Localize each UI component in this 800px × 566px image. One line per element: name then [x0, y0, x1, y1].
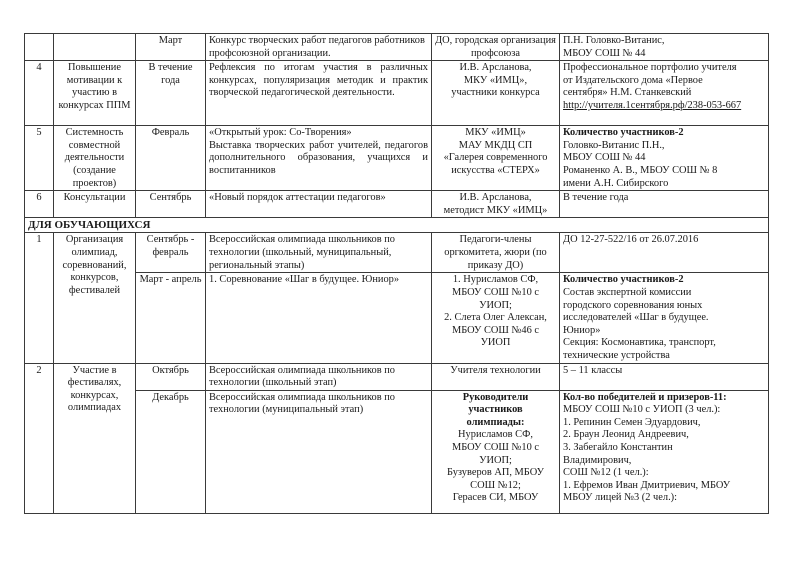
- responsible-line: МБОУ СОШ №46 с: [451, 324, 540, 336]
- period-cell: Сентябрь - февраль: [136, 233, 206, 273]
- responsible-line: СОШ №12;: [470, 479, 521, 491]
- result-line: Профессиональное портфолио учителя: [563, 62, 737, 74]
- result-line: П.Н. Головко-Витанис,: [563, 35, 665, 46]
- result-cell: [560, 273, 769, 363]
- responsible-heading: участников: [468, 404, 523, 416]
- result-cell: 5 – 11 классы: [560, 363, 769, 390]
- result-cell: [560, 126, 769, 191]
- period-cell: Октябрь: [136, 363, 206, 390]
- responsible-line: Герасев СИ, МБОУ: [452, 492, 539, 504]
- result-heading: Количество участников-2: [563, 127, 684, 139]
- result-line: 1. Репинин Семен Эдуардович,: [563, 416, 701, 428]
- responsible-heading: олимпиады:: [466, 416, 525, 428]
- responsible-cell: [432, 191, 560, 218]
- responsible-line: Бузуверов АП, МБОУ: [447, 467, 544, 479]
- table-row: [25, 126, 769, 191]
- table-subrow: [25, 273, 769, 363]
- result-line: технические устройства: [563, 349, 670, 361]
- event-title: «Открытый урок: Со-Творения»: [209, 127, 352, 139]
- result-line: 1. Ефремов Иван Дмитриевич, МБОУ: [563, 479, 731, 491]
- result-line: МБОУ СОШ №10 с УИОП (3 чел.):: [563, 404, 721, 416]
- result-line: от Издательского дома «Первое: [563, 74, 703, 86]
- row-number: 2: [25, 363, 54, 513]
- table-row: [25, 191, 769, 218]
- event-cell: [206, 126, 432, 191]
- result-cell: [560, 34, 769, 61]
- result-line: Романенко А. В., МБОУ СОШ № 8: [563, 164, 718, 176]
- period-cell: В течение года: [136, 61, 206, 126]
- responsible-line: МКУ «ИМЦ»,: [463, 74, 528, 86]
- row-number: 1: [25, 233, 54, 363]
- responsible-line: МАУ МКДЦ СП: [458, 139, 533, 151]
- result-line: городского соревнования юных: [563, 299, 703, 311]
- event-cell: Всероссийская олимпиада школьников по технологии (муниципальный этап): [206, 390, 432, 513]
- result-line: МБОУ СОШ № 44: [563, 47, 646, 59]
- result-line: СОШ №12 (1 чел.):: [563, 467, 649, 479]
- responsible-line: УИОП;: [479, 454, 512, 466]
- responsible-cell: Педагоги-члены оргкомитета, жюри (по приказу ДО): [432, 233, 560, 273]
- responsible-line: «Галерея современного: [443, 152, 548, 164]
- event-cell: 1. Соревнование «Шаг в будущее. Юниор»: [206, 273, 432, 363]
- responsible-line: И.В. Арсланова,: [459, 62, 532, 74]
- responsible-line: методист МКУ «ИМЦ»: [443, 204, 548, 216]
- responsible-line: 2. Слета Олег Алексан,: [444, 312, 547, 324]
- result-line: 3. Забегайло Константин: [563, 442, 673, 454]
- result-line: сентября» Н.М. Станкевский: [563, 87, 692, 99]
- table-subrow: [25, 390, 769, 513]
- result-cell: [560, 390, 769, 513]
- result-cell: [560, 61, 769, 126]
- portfolio-link[interactable]: http://учителя.1сентября.рф/238-053-667: [563, 99, 742, 111]
- responsible-line: Нурисламов СФ,: [458, 429, 533, 441]
- event-cell: Рефлексия по итогам участия в различных конкурсах, популяризация методик и практик творческой педагогической деятельности.: [206, 61, 432, 126]
- direction-cell: Консультации: [54, 191, 136, 218]
- result-line: Владимирович,: [563, 454, 632, 466]
- responsible-cell: [432, 390, 560, 513]
- row-number: 4: [25, 61, 54, 126]
- responsible-cell: [432, 126, 560, 191]
- table-row: [25, 233, 769, 273]
- responsible-line: искусства «СТЕРХ»: [451, 164, 540, 176]
- result-line: Состав экспертной комиссии: [563, 286, 692, 298]
- table-row: [25, 34, 769, 61]
- result-line: имени А.Н. Сибирского: [563, 177, 669, 189]
- plan-table: [24, 33, 769, 514]
- direction-cell: Участие в фестивалях, конкурсах, олимпиадах: [54, 363, 136, 513]
- responsible-cell: Учителя технологии: [432, 363, 560, 390]
- responsible-line: МБОУ СОШ №10 с: [451, 286, 540, 298]
- event-cell: «Новый порядок аттестации педагогов»: [206, 191, 432, 218]
- result-line: МБОУ лицей №3 (2 чел.):: [563, 492, 678, 504]
- section-title: ДЛЯ ОБУЧАЮЩИХСЯ: [25, 218, 769, 233]
- responsible-line: МКУ «ИМЦ»: [465, 127, 526, 139]
- responsible-cell: [432, 273, 560, 363]
- result-line: 2. Браун Леонид Андреевич,: [563, 429, 689, 441]
- result-cell: В течение года: [560, 191, 769, 218]
- event-description: Выставка творческих работ учителей, педагогов дополнительного образования, учащихся и воспитанников: [209, 139, 428, 176]
- responsible-line: УИОП;: [479, 299, 512, 311]
- period-cell: Март: [136, 34, 206, 61]
- responsible-line: 1. Нурисламов СФ,: [452, 274, 539, 286]
- event-cell: Всероссийская олимпиада школьников по технологии (школьный, муниципальный, региональный этапы): [206, 233, 432, 273]
- result-line: Юниор»: [563, 324, 601, 336]
- result-line: МБОУ СОШ № 44: [563, 152, 646, 164]
- period-cell: Февраль: [136, 126, 206, 191]
- result-line: исследователей «Шаг в будущее.: [563, 312, 709, 324]
- responsible-line: И.В. Арсланова,: [459, 192, 532, 204]
- row-number: [25, 34, 54, 61]
- direction-cell: Системность совместной деятельности (создание проектов): [54, 126, 136, 191]
- result-heading: Количество участников-2: [563, 274, 684, 286]
- responsible-cell: [432, 61, 560, 126]
- responsible-line: МБОУ СОШ №10 с: [451, 442, 540, 454]
- result-heading: Кол-во победителей и призеров-11:: [563, 391, 727, 403]
- result-line: Головко-Витанис П.Н.,: [563, 139, 665, 151]
- result-line: Секция: Космонавтика, транспорт,: [563, 337, 716, 349]
- table-row: [25, 61, 769, 126]
- event-cell: Конкурс творческих работ педагогов работников профсоюзной организации.: [206, 34, 432, 61]
- period-cell: Декабрь: [136, 390, 206, 513]
- result-cell: ДО 12-27-522/16 от 26.07.2016: [560, 233, 769, 273]
- period-cell: Сентябрь: [136, 191, 206, 218]
- direction-cell: Повышение мотивации к участию в конкурсах ППМ: [54, 61, 136, 126]
- table-row: [25, 363, 769, 390]
- responsible-line: участники конкурса: [451, 87, 540, 99]
- responsible-heading: Руководители: [462, 391, 529, 403]
- document-page: [24, 33, 768, 514]
- period-cell: Март - апрель: [136, 273, 206, 363]
- event-cell: Всероссийская олимпиада школьников по технологии (школьный этап): [206, 363, 432, 390]
- responsible-cell: ДО, городская организация профсоюза: [432, 34, 560, 61]
- section-row: [25, 218, 769, 233]
- row-number: 6: [25, 191, 54, 218]
- responsible-line: УИОП: [480, 337, 511, 349]
- direction-cell: [54, 34, 136, 61]
- direction-cell: Организация олимпиад, соревнований, конкурсов, фестивалей: [54, 233, 136, 363]
- row-number: 5: [25, 126, 54, 191]
